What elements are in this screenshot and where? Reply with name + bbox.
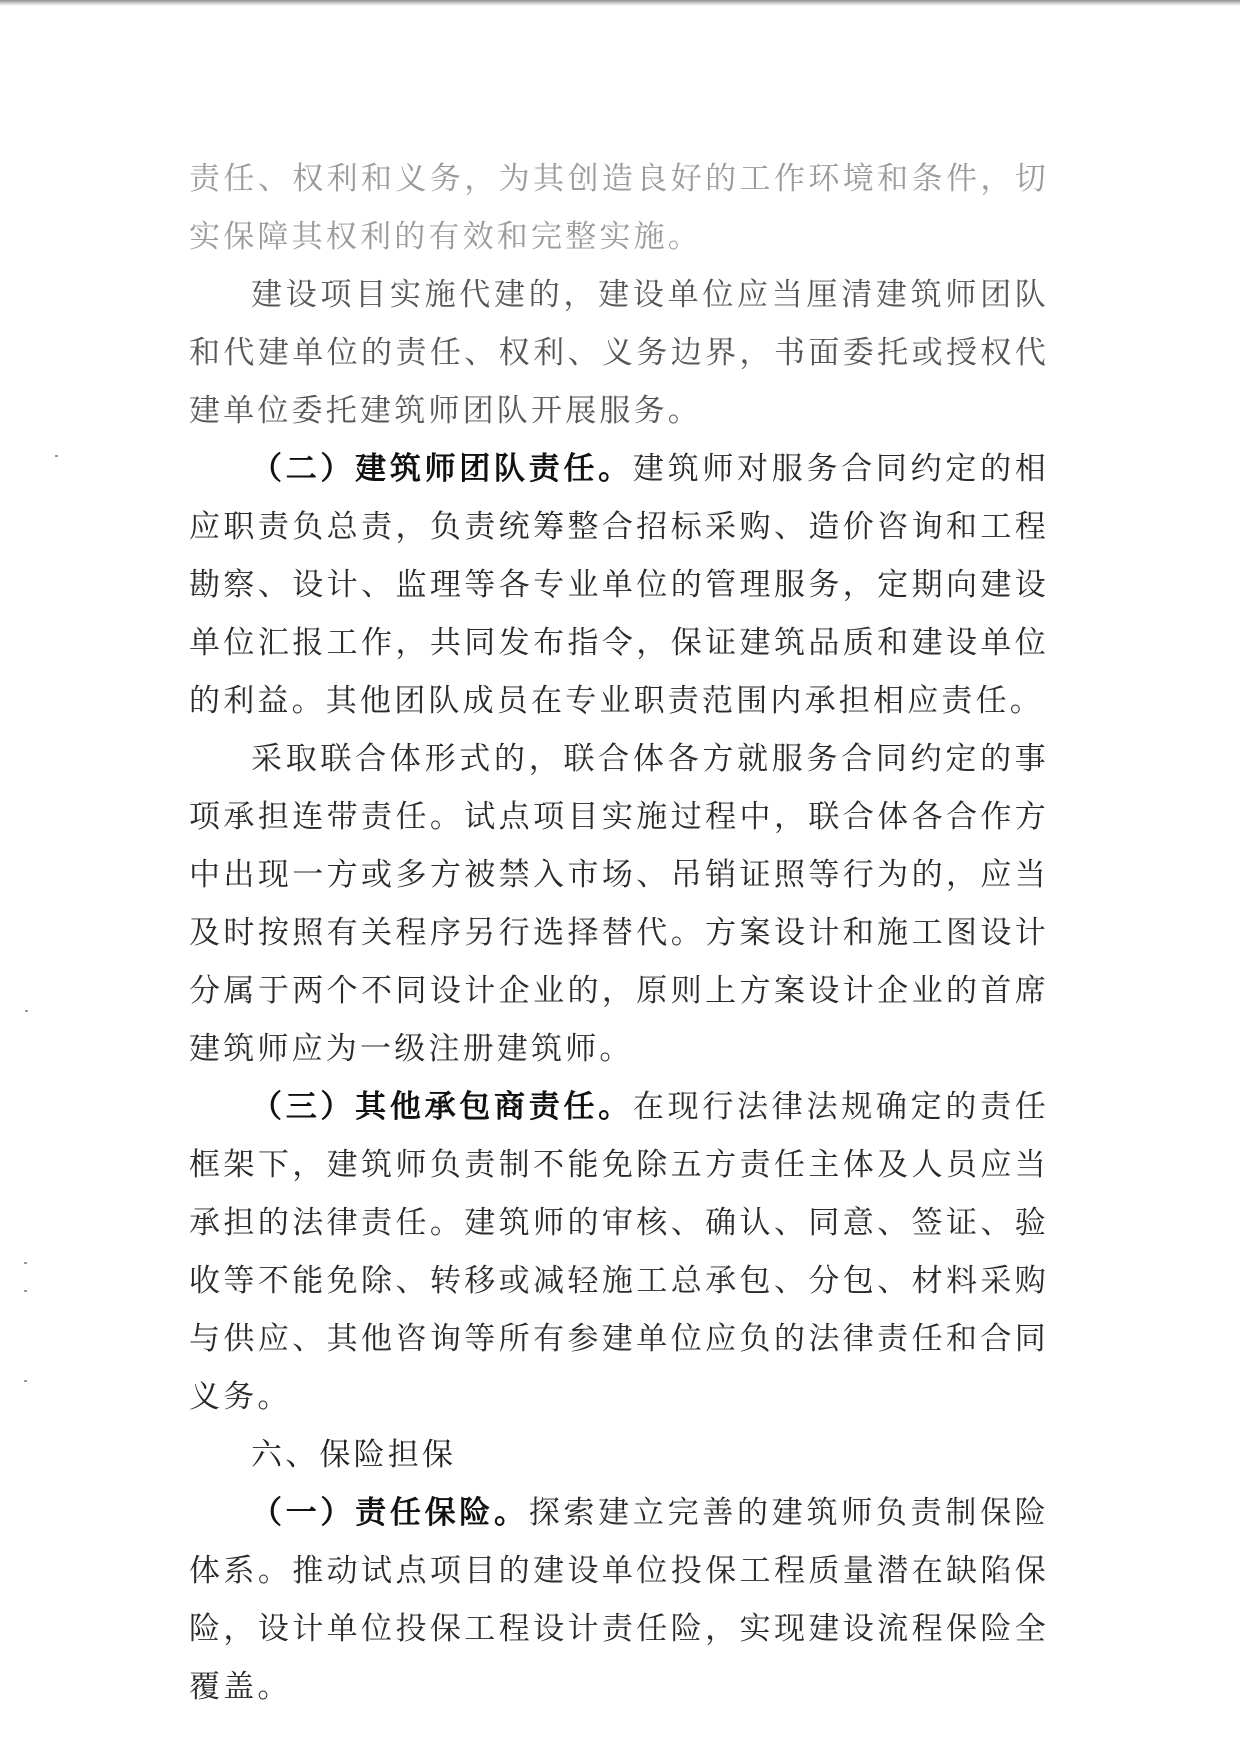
- paragraph-text: 探索建立完善的建筑师负责制保险体系。推动试点项目的建设单位投保工程质量潜在缺陷保险，设计单位投保工程设计责任险，实现建设流程保险全覆盖。: [189, 1495, 1049, 1705]
- paragraph-text: 责任、权利和义务，为其创造良好的工作环境和条件，切实保障其权利的有效和完整实施。: [189, 161, 1049, 255]
- document-body: [189, 150, 1049, 1716]
- paragraph-consortium: [189, 730, 1049, 1078]
- paragraph-lead: （三）其他承包商责任。: [251, 1089, 633, 1125]
- paragraph-lead: （二）建筑师团队责任。: [251, 451, 633, 487]
- paragraph-other-contractors: [189, 1078, 1049, 1426]
- paragraph-text: 建筑师对服务合同约定的相应职责负总责，负责统筹整合招标采购、造价咨询和工程勘察、设计、监理等各专业单位的管理服务，定期向建设单位汇报工作，共同发布指令，保证建筑品质和建设单位的利益。其他团队成员在专业职责范围内承担相应责任。: [189, 451, 1050, 719]
- paragraph-liability-insurance: [189, 1484, 1049, 1716]
- paragraph-text: 采取联合体形式的，联合体各方就服务合同约定的事项承担连带责任。试点项目实施过程中，联合体各合作方中出现一方或多方被禁入市场、吊销证照等行为的，应当及时按照有关程序另行选择替代。方案设计和施工图设计分属于两个不同设计企业的，原则上方案设计企业的首席建筑师应为一级注册建筑师。: [189, 741, 1049, 1067]
- paragraph-continued: [189, 150, 1049, 266]
- scan-speck: [25, 1010, 28, 1012]
- scan-speck: [24, 1290, 27, 1292]
- paragraph-text: 建设项目实施代建的，建设单位应当厘清建筑师团队和代建单位的责任、权利、义务边界，书面委托或授权代建单位委托建筑师团队开展服务。: [189, 277, 1049, 429]
- paragraph-agent-construction: [189, 266, 1049, 440]
- paragraph-architect-team-responsibility: [189, 440, 1049, 730]
- paragraph-lead: （一）责任保险。: [251, 1495, 529, 1531]
- scan-speck: [24, 1380, 27, 1382]
- paragraph-text: 在现行法律法规确定的责任框架下，建筑师负责制不能免除五方责任主体及人员应当承担的法律责任。建筑师的审核、确认、同意、签证、验收等不能免除、转移或减轻施工总承包、分包、材料采购与供应、其他咨询等所有参建单位应负的法律责任和合同义务。: [189, 1089, 1050, 1415]
- scan-speck: [55, 455, 58, 457]
- scan-speck: [24, 1262, 27, 1264]
- scan-top-edge: [0, 0, 1240, 6]
- section-heading: 六、保险担保: [251, 1437, 457, 1473]
